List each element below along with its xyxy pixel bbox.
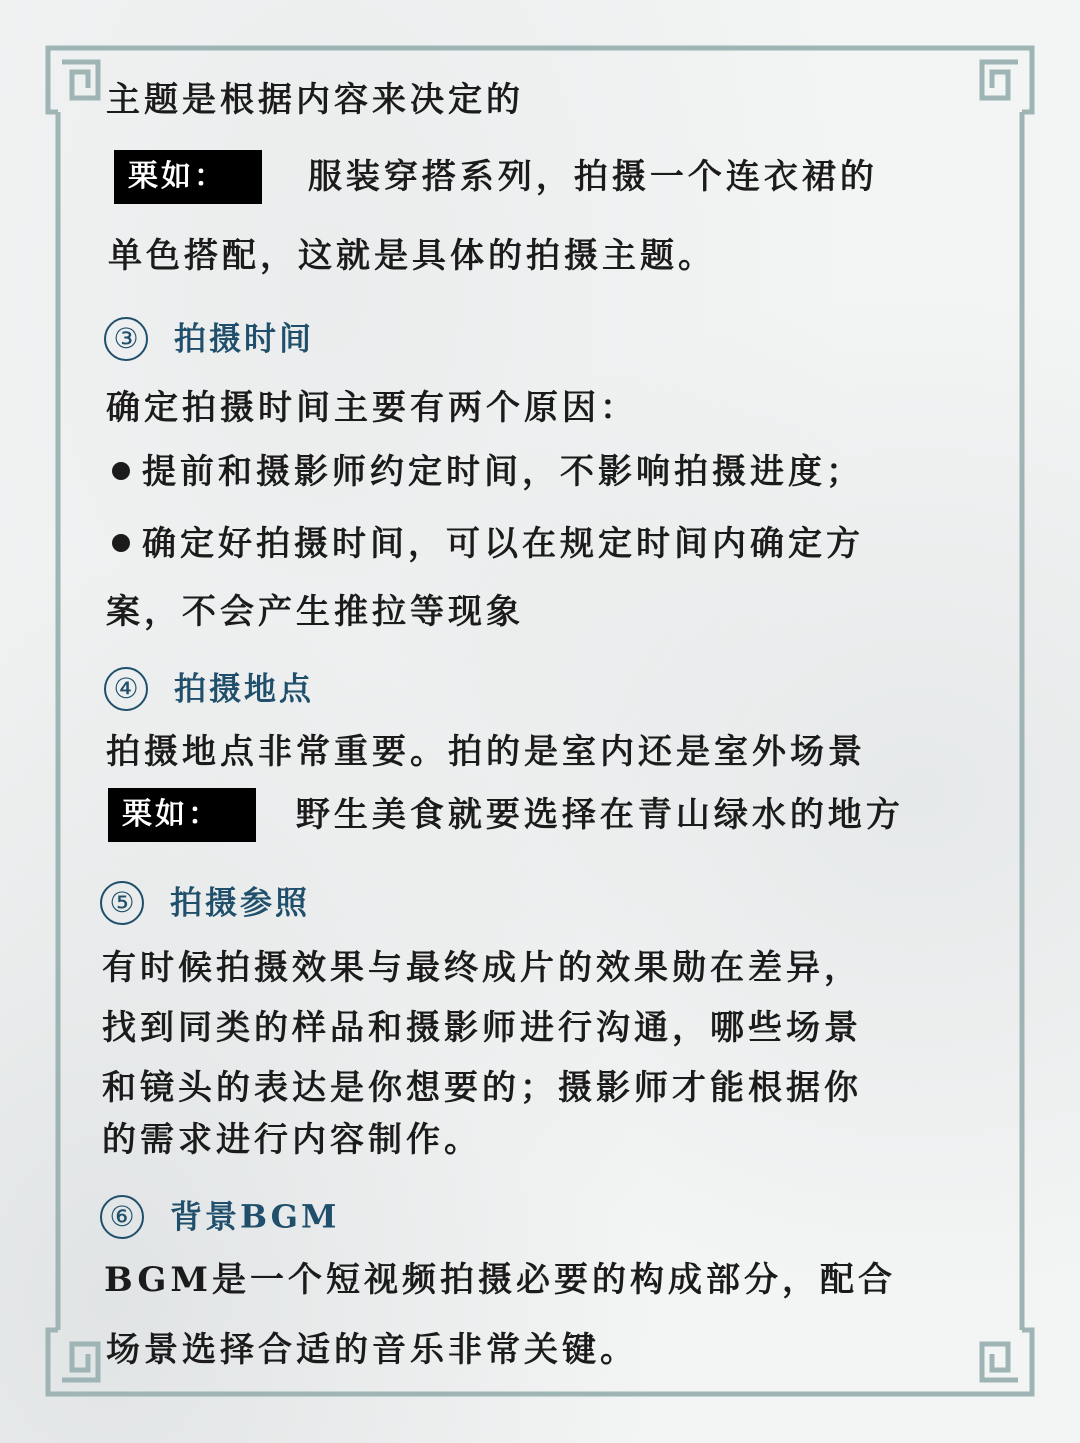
section-title: 拍摄时间 (174, 319, 315, 358)
bullet-dot-icon (112, 534, 130, 552)
section-5-line-2: 找到同类的样品和摄影师进行沟通，哪些场景 (102, 1008, 862, 1048)
section-6-line-2: 场景选择合适的音乐非常关键。 (106, 1330, 638, 1370)
section-5-line-1: 有时候拍摄效果与最终成片的效果勋在差异， (102, 948, 862, 988)
example-tag: 栗如： (114, 150, 262, 204)
section-5-heading (100, 876, 310, 927)
section-3-bullet-1: 提前和摄影师约定时间，不影响拍摄进度； (112, 448, 1000, 496)
section-title: 背景BGM (170, 1197, 340, 1236)
section-title: 拍摄参照 (170, 883, 311, 922)
section-number: ④ (104, 667, 148, 711)
section-number: ③ (104, 317, 148, 361)
section-4-text: 拍摄地点非常重要。拍的是室内还是室外场景 (106, 732, 866, 772)
section-3-bullet-2-continuation: 案，不会产生推拉等现象 (106, 592, 524, 632)
section-6-line-1: BGM是一个短视频拍摄必要的构成部分，配合 (104, 1260, 897, 1300)
example-tag: 栗如： (108, 788, 256, 842)
section-5-line-3: 和镜头的表达是你想要的；摄影师才能根据你 (102, 1068, 862, 1108)
section-number: ⑤ (100, 881, 144, 925)
section-title: 拍摄地点 (174, 669, 315, 708)
example-1-text: 服装穿搭系列，拍摄一个连衣裙的 (307, 157, 878, 197)
intro-line: 主题是根据内容来决定的 (106, 80, 524, 120)
section-3-heading (104, 312, 314, 363)
section-6-heading (100, 1190, 339, 1241)
section-3-intro: 确定拍摄时间主要有两个原因： (106, 388, 638, 428)
section-number: ⑥ (100, 1195, 144, 1239)
section-3-bullet-2: 确定好拍摄时间，可以在规定时间内确定方 (112, 520, 1000, 568)
section-4-heading (104, 662, 314, 713)
section-5-line-4: 的需求进行内容制作。 (102, 1120, 482, 1160)
section-4-example-line (108, 788, 1000, 842)
example-1-line (114, 150, 1000, 204)
section-4-example-text: 野生美食就要选择在青山绿水的地方 (295, 795, 904, 835)
bullet-dot-icon (112, 462, 130, 480)
example-1-continuation: 单色搭配，这就是具体的拍摄主题。 (108, 236, 716, 276)
